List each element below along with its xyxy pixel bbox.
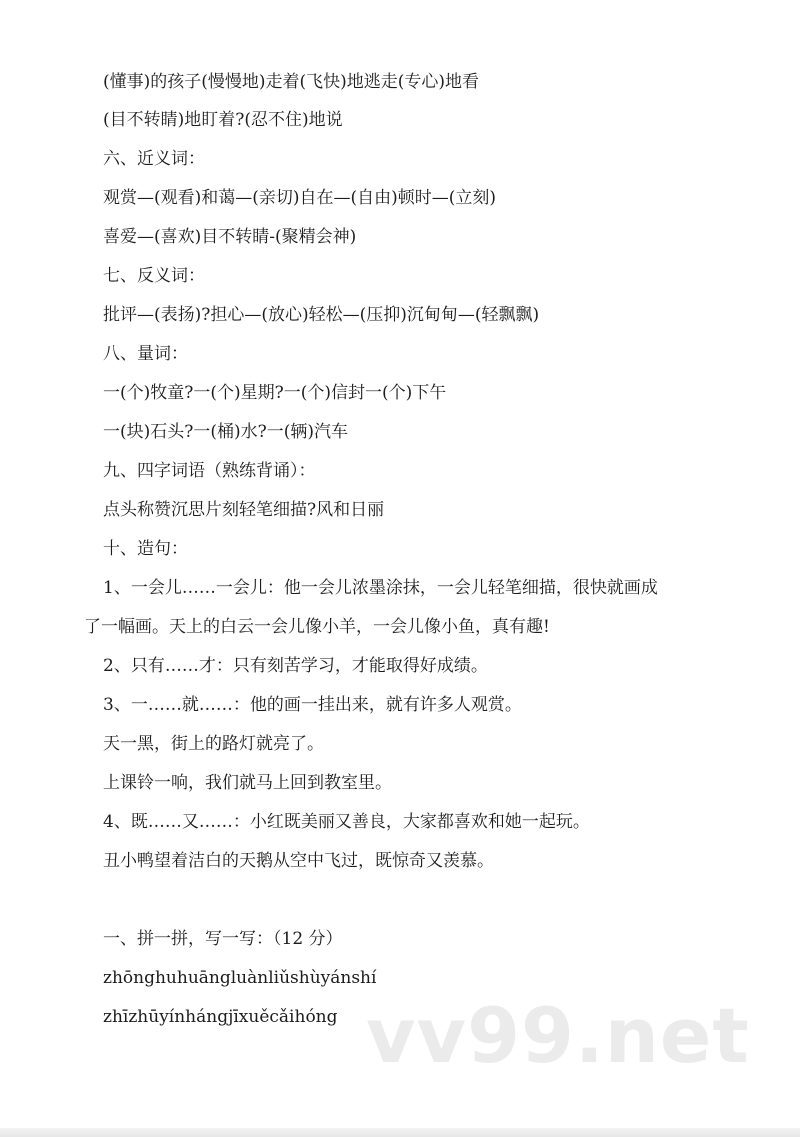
section-heading-antonyms: 七、反义词：	[103, 266, 205, 286]
section-heading-measure-words: 八、量词：	[103, 344, 188, 364]
text-line-sentence-4-example: 丑小鸭望着洁白的天鹅从空中飞过，既惊奇又羡慕。	[103, 851, 494, 871]
text-line-synonyms-2: 喜爱—(喜欢)目不转睛-(聚精会神)	[103, 227, 357, 247]
text-line-sentence-3: 3、一……就……：他的画一挂出来，就有许多人观赏。	[103, 695, 522, 715]
section-heading-idioms: 九、四字词语（熟练背诵）：	[103, 461, 316, 481]
text-line-sentence-2: 2、只有……才：只有刻苦学习，才能取得好成绩。	[103, 656, 488, 676]
text-line-compound-words: (懂事)的孩子(慢慢地)走着(飞快)地逃走(专心)地看	[103, 72, 480, 92]
text-line-compound-words-2: (目不转睛)地盯着?(忍不住)地说	[103, 110, 343, 130]
section-heading-sentences: 十、造句：	[103, 539, 188, 559]
text-line-sentence-1-cont: 了一幅画。天上的白云一会儿像小羊，一会儿像小鱼，真有趣!	[84, 617, 550, 637]
section-heading-synonyms: 六、近义词：	[103, 149, 205, 169]
text-line-sentence-3-example-1: 天一黑，街上的路灯就亮了。	[103, 734, 324, 754]
text-line-sentence-1: 1、一会儿……一会儿：他一会儿浓墨涂抹，一会儿轻笔细描，很快就画成	[103, 578, 658, 598]
section-heading-pinyin: 一、拼一拼，写一写：（12 分）	[103, 929, 343, 949]
text-line-antonyms: 批评—(表扬)?担心—(放心)轻松—(压抑)沉甸甸—(轻飘飘)	[103, 305, 540, 325]
text-line-pinyin-2: zhīzhūyínhángjīxuěcǎihóng	[103, 1007, 338, 1027]
text-line-sentence-4: 4、既……又……：小红既美丽又善良，大家都喜欢和她一起玩。	[103, 812, 590, 832]
text-line-synonyms-1: 观赏—(观看)和蔼—(亲切)自在—(自由)顿时—(立刻)	[103, 188, 497, 208]
page-bottom-edge	[0, 1128, 800, 1137]
text-line-idioms: 点头称赞沉思片刻轻笔细描?风和日丽	[103, 500, 385, 520]
text-line-measure-words-1: 一(个)牧童?一(个)星期?一(个)信封一(个)下午	[103, 383, 447, 403]
text-line-sentence-3-example-2: 上课铃一响，我们就马上回到教室里。	[103, 773, 392, 793]
text-line-measure-words-2: 一(块)石头?一(桶)水?一(辆)汽车	[103, 422, 349, 442]
text-line-pinyin-1: zhōnghuhuānglu​ànliǔshùyánshí	[103, 968, 377, 988]
watermark: vv99.net	[366, 991, 750, 1080]
